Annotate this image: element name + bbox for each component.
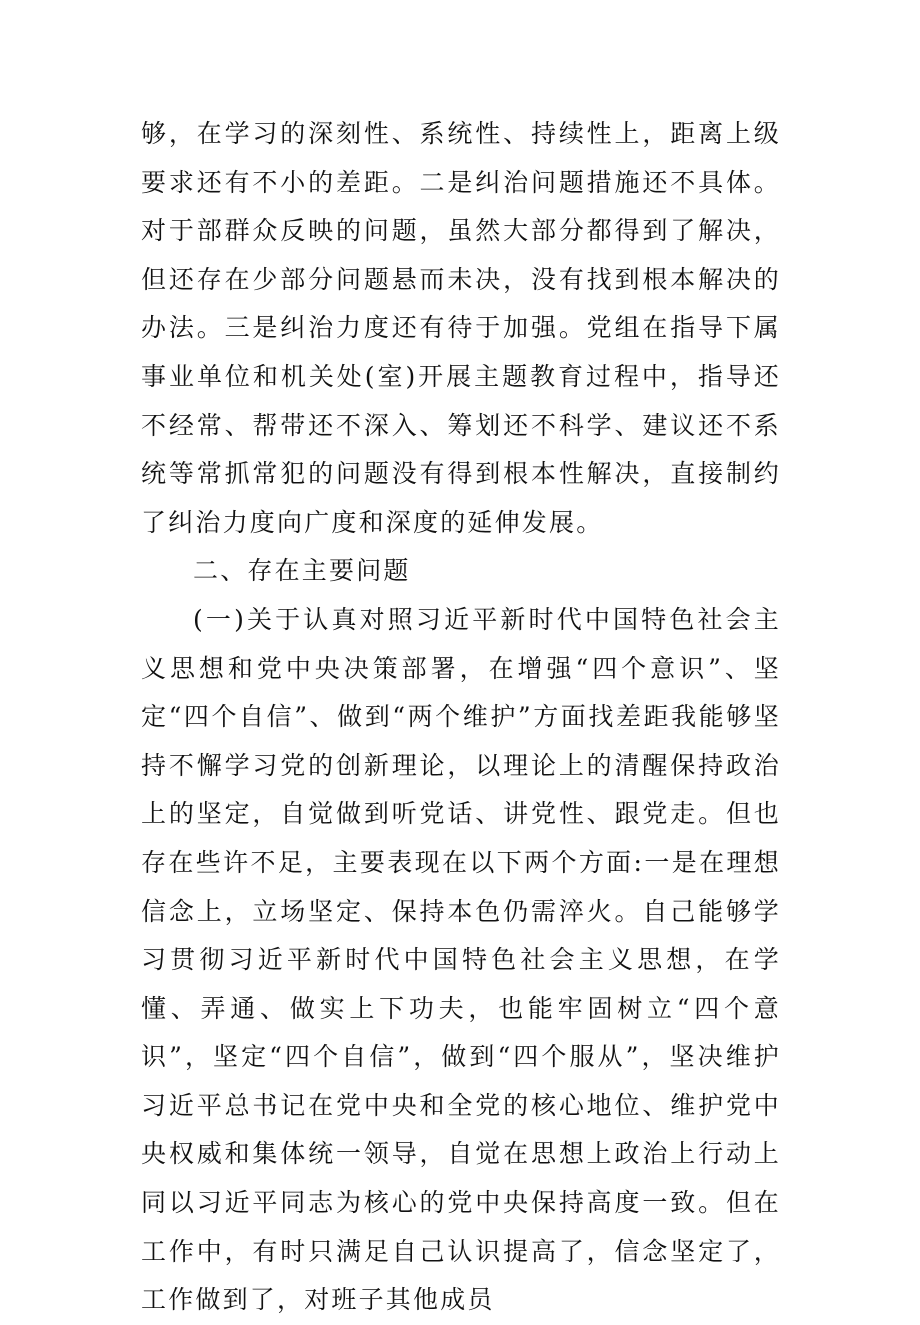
section-heading: 二、存在主要问题 bbox=[193, 556, 411, 586]
paragraph-section-one: (一)关于认真对照习近平新时代中国特色社会主义思想和党中央决策部署，在增强“四个意识”、坚定“四个自信”、做到“两个维护”方面找差距我能够坚持不懈学习党的创新理论，以理论上的清醒保持政治上的坚定，自觉做到听党话、讲党性、跟党走。但也存在些许不足，主要表现在以下两个方面:一是在理想信念上，立场坚定、保持本色仍需淬火。自己能够学习贯彻习近平新时代中国特色社会主义思想，在学懂、弄通、做实上下功夫，也能牢固树立“四个意识”，坚定“四个自信”，做到“四个服从”，坚决维护习近平总书记在党中央和全党的核心地位、维护党中央权威和集体统一领导，自觉在思想上政治上行动上同以习近平同志为核心的党中央保持高度一致。但在工作中，有时只满足自己认识提高了，信念坚定了，工作做到了，对班子其他成员 bbox=[141, 604, 781, 1315]
document-body bbox=[141, 110, 781, 1325]
paragraph-continuation: 够，在学习的深刻性、系统性、持续性上，距离上级要求还有不小的差距。二是纠治问题措施还不具体。对于部群众反映的问题，虽然大部分都得到了解决，但还存在少部分问题悬而未决，没有找到根本解决的办法。三是纠治力度还有待于加强。党组在指导下属事业单位和机关处(室)开展主题教育过程中，指导还不经常、帮带还不深入、筹划还不科学、建议还不系统等常抓常犯的问题没有得到根本性解决，直接制约了纠治力度向广度和深度的延伸发展。 bbox=[141, 119, 781, 537]
